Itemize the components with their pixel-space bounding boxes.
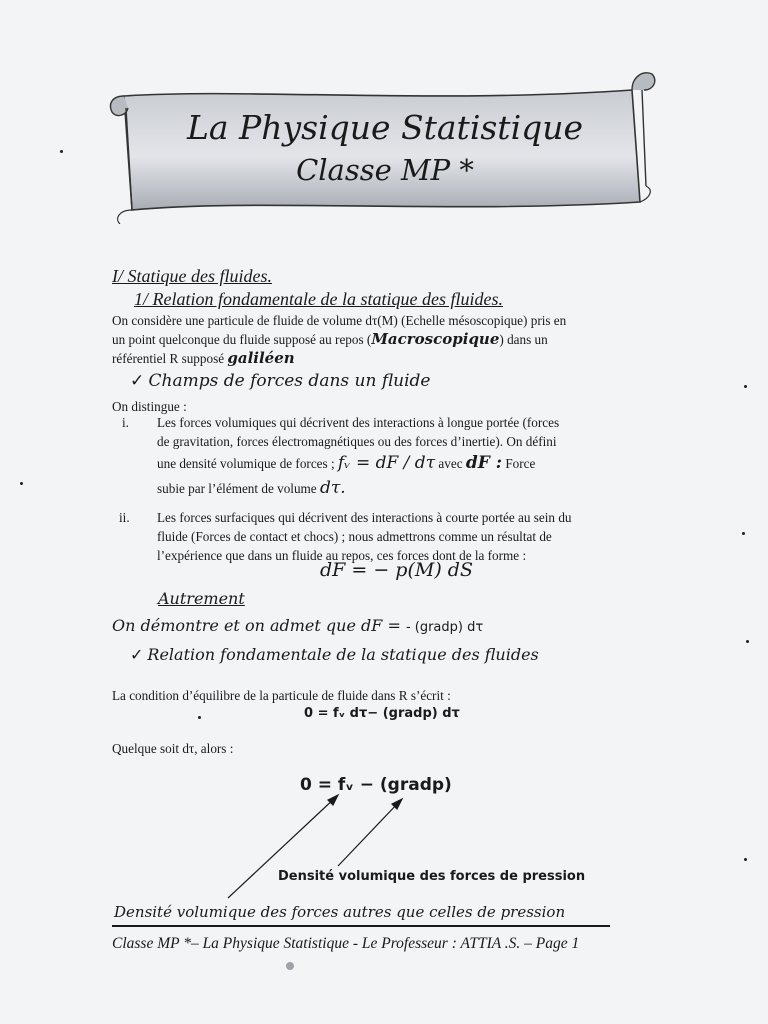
- punch-hole-mark: [286, 962, 294, 970]
- equation-final: 0 = fᵥ − (gradp): [300, 775, 452, 795]
- equilibrium-condition: La condition d’équilibre de la particule de fluide dans R s’écrit :: [112, 688, 451, 703]
- item-i-text: Les forces volumiques qui décrivent des interactions à longue portée (forces de gravitation, forces électromagnétiques ou des forces d’inertie). On défini une densité volumique de forces ; fᵥ = dF / dτ avec dF : Force subie par l’élément de volume dτ.: [157, 415, 560, 498]
- banner-title: La Physique Statistique: [186, 108, 584, 147]
- arrow-to-gradp: [338, 801, 400, 866]
- demonstrate-line: On démontre et on admet que dF = - (gradp) dτ: [112, 616, 484, 635]
- scan-speck: [744, 385, 747, 388]
- label-other-density: Densité volumique des forces autres que celles de pression: [114, 903, 566, 921]
- intro-line-2: un point quelconque du fluide supposé au repos (Macroscopique) dans un: [112, 330, 548, 348]
- item-i-number: i.: [122, 415, 129, 430]
- autrement-heading: Autrement: [158, 589, 245, 608]
- item-ii-number: ii.: [119, 510, 130, 525]
- equation-surface-force: dF = − p(M) dS: [320, 559, 473, 581]
- distinguish-label: On distingue :: [112, 399, 187, 414]
- scan-speck: [744, 858, 747, 861]
- equation-equilibrium: 0 = fᵥ dτ− (gradp) dτ: [304, 706, 460, 721]
- intro-line-1: On considère une particule de fluide de volume dτ(M) (Echelle mésoscopique) pris en: [112, 313, 567, 328]
- footer-rule: [112, 925, 610, 927]
- check-heading-relation: ✓ Relation fondamentale de la statique des fluides: [130, 645, 539, 664]
- intro-line-3: référentiel R supposé galiléen: [112, 349, 295, 367]
- scan-speck: [20, 482, 23, 485]
- check-heading-forces: ✓ Champs de forces dans un fluide: [130, 371, 431, 391]
- banner-subtitle: Classe MP *: [296, 153, 474, 187]
- scan-speck: [60, 150, 63, 153]
- check-icon: ✓: [130, 371, 145, 391]
- scan-speck: [746, 640, 749, 643]
- label-pressure-density: Densité volumique des forces de pression: [278, 869, 586, 884]
- quelque-soit-line: Quelque soit dτ, alors :: [112, 741, 234, 756]
- check-icon: ✓: [130, 645, 144, 664]
- scan-speck: [198, 716, 201, 719]
- page-footer: Classe MP *– La Physique Statistique - Le Professeur : ATTIA .S. – Page 1: [112, 935, 580, 952]
- section-subtitle: 1/ Relation fondamentale de la statique des fluides.: [134, 289, 503, 309]
- scan-speck: [742, 532, 745, 535]
- section-title: I/ Statique des fluides.: [112, 266, 272, 286]
- item-ii-text: Les forces surfaciques qui décrivent des interactions à courte portée au sein du fluide (Forces de contact et chocs) ; nous admettrons comme un résultat de l’expérience que dans un fluide au repos, ces forces dont de la forme :: [157, 510, 572, 563]
